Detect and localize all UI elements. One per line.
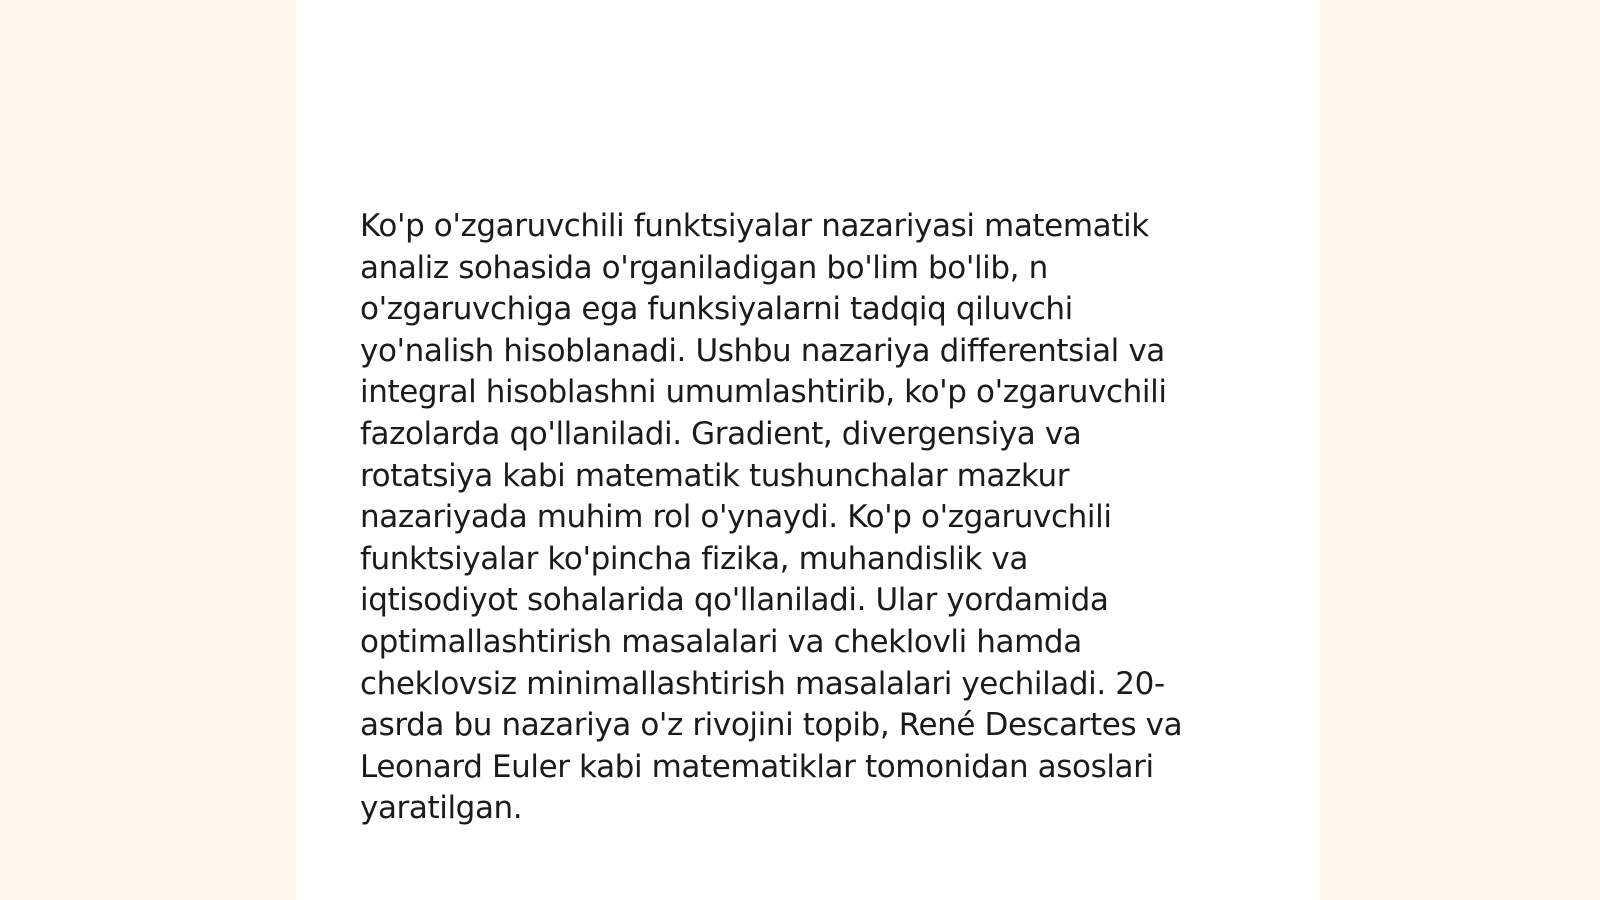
- text-line: optimallashtirish masalalari va cheklovli hamda: [360, 623, 1082, 660]
- body-paragraph: [360, 206, 1240, 830]
- text-line: yo'nalish hisoblanadi. Ushbu nazariya differentsial va: [360, 332, 1165, 369]
- text-line: cheklovsiz minimallashtirish masalalari yechiladi. 20-: [360, 665, 1165, 702]
- text-line: integral hisoblashni umumlashtirib, ko'p o'zgaruvchili: [360, 374, 1167, 411]
- text-line: yaratilgan.: [360, 790, 523, 827]
- text-line: analiz sohasida o'rganiladigan bo'lim bo'lib, n: [360, 249, 1048, 286]
- text-line: Leonard Euler kabi matematiklar tomonidan asoslari: [360, 748, 1154, 785]
- document-page: [296, 0, 1320, 900]
- text-line: o'zgaruvchiga ega funksiyalarni tadqiq qiluvchi: [360, 291, 1073, 328]
- text-line: iqtisodiyot sohalarida qo'llaniladi. Ular yordamida: [360, 582, 1109, 619]
- text-line: funktsiyalar ko'pincha fizika, muhandislik va: [360, 540, 1028, 577]
- text-line: Ko'p o'zgaruvchili funktsiyalar nazariyasi matematik: [360, 208, 1149, 244]
- text-line: rotatsiya kabi matematik tushunchalar mazkur: [360, 457, 1070, 494]
- text-line: nazariyada muhim rol o'ynaydi. Ko'p o'zgaruvchili: [360, 499, 1112, 536]
- text-line: asrda bu nazariya o'z rivojini topib, René Descartes va: [360, 707, 1183, 744]
- text-line: fazolarda qo'llaniladi. Gradient, divergensiya va: [360, 415, 1082, 452]
